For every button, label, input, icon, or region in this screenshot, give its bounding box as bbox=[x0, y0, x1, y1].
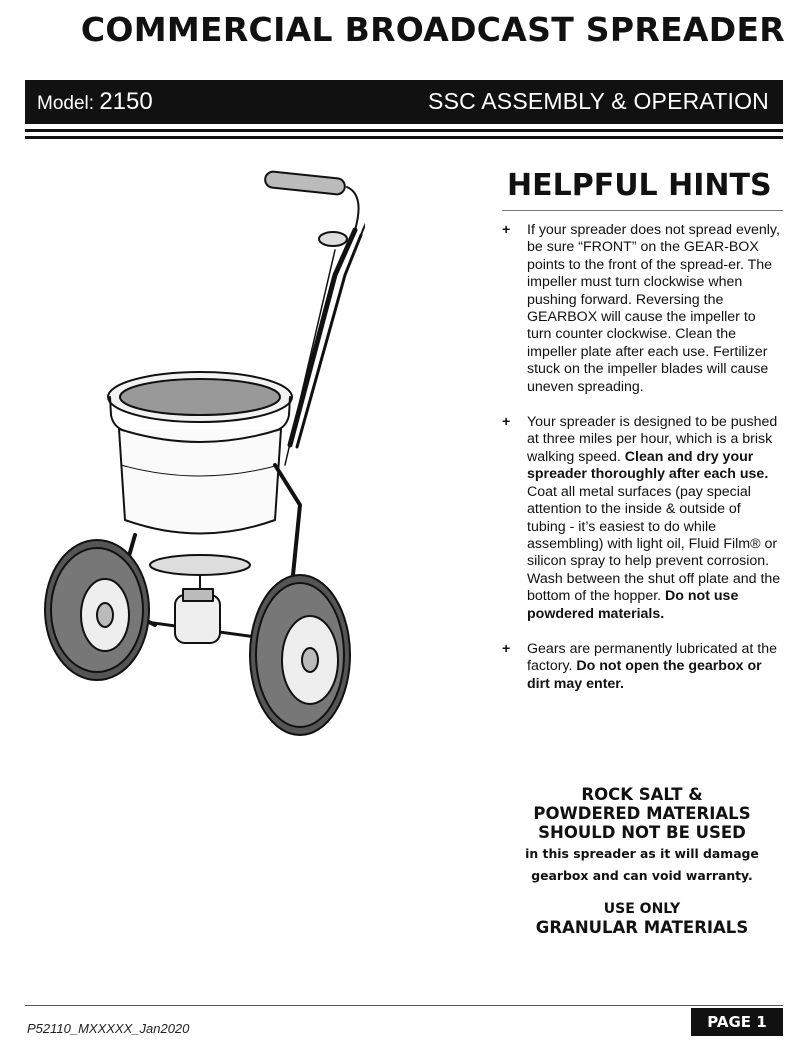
bullet-plus: + bbox=[502, 640, 511, 657]
helpful-hints-heading: HELPFUL HINTS bbox=[507, 168, 772, 203]
hint-text: Coat all metal surfaces (pay special attention to the inside & outside of tubing - it’s easiest to do while assembling) with light oil, Fluid Film® or silicon spray to help prevent corrosion. Wash between the shut off plate and the bottom of the hopper. bbox=[527, 483, 781, 605]
hint-text: If your spreader does not spread evenly, be sure “FRONT” on the GEAR-BOX points to the front of the spread-er. The impeller must turn clockwise when pushing forward. Reversing the GEARBOX will cause the impeller to turn counter clockwise. Clean the impeller plate after each use. Fertilizer stuck on the impeller blades will cause uneven spreading. bbox=[527, 222, 780, 395]
hint-text: Gears are permanently lubricated at the factory. bbox=[527, 640, 777, 675]
warning-body-2: gearbox and can void warranty. bbox=[531, 868, 753, 883]
hint-emphasis: Do not open the gearbox or dirt may enter. bbox=[527, 658, 762, 692]
bullet-plus: + bbox=[502, 414, 511, 431]
spreader-illustration bbox=[35, 165, 365, 750]
warning-line-2: POWDERED MATERIALS bbox=[533, 804, 751, 823]
hint-item bbox=[500, 222, 783, 396]
model-label bbox=[37, 88, 153, 116]
document-code: P52110_MXXXXX_Jan2020 bbox=[27, 1021, 190, 1036]
bullet-plus: + bbox=[502, 222, 511, 238]
header-rule-top bbox=[25, 129, 783, 132]
warning-body-1: in this spreader as it will damage bbox=[525, 846, 759, 861]
footer-rule bbox=[25, 1005, 783, 1006]
hint-text: Your spreader is designed to be pushed at three miles per hour, which is a brisk walking speed. bbox=[527, 414, 778, 465]
header-rule-bottom bbox=[25, 136, 783, 139]
hint-item bbox=[500, 641, 783, 693]
hint-emphasis: Do not use powdered materials. bbox=[527, 588, 739, 622]
hint-emphasis: Clean and dry your spreader thoroughly after each use. bbox=[527, 448, 769, 483]
use-only-label: USE ONLY bbox=[603, 901, 681, 917]
header-banner bbox=[25, 80, 783, 124]
warning-line-3: SHOULD NOT BE USED bbox=[538, 823, 746, 842]
warning-block bbox=[508, 785, 776, 886]
granular-materials-label: GRANULAR MATERIALS bbox=[535, 918, 749, 937]
model-number: 2150 bbox=[99, 88, 153, 115]
hint-item bbox=[500, 414, 783, 623]
model-label-text: Model: bbox=[37, 93, 95, 114]
document-title: COMMERCIAL BROADCAST SPREADER bbox=[80, 10, 785, 49]
warning-line-1: ROCK SALT & bbox=[581, 785, 703, 804]
use-only-block bbox=[508, 900, 776, 938]
document-subtitle: SSC ASSEMBLY & OPERATION bbox=[428, 88, 769, 114]
page-number-badge: PAGE 1 bbox=[691, 1008, 783, 1036]
hints-list bbox=[500, 222, 783, 711]
hints-divider bbox=[502, 210, 783, 211]
